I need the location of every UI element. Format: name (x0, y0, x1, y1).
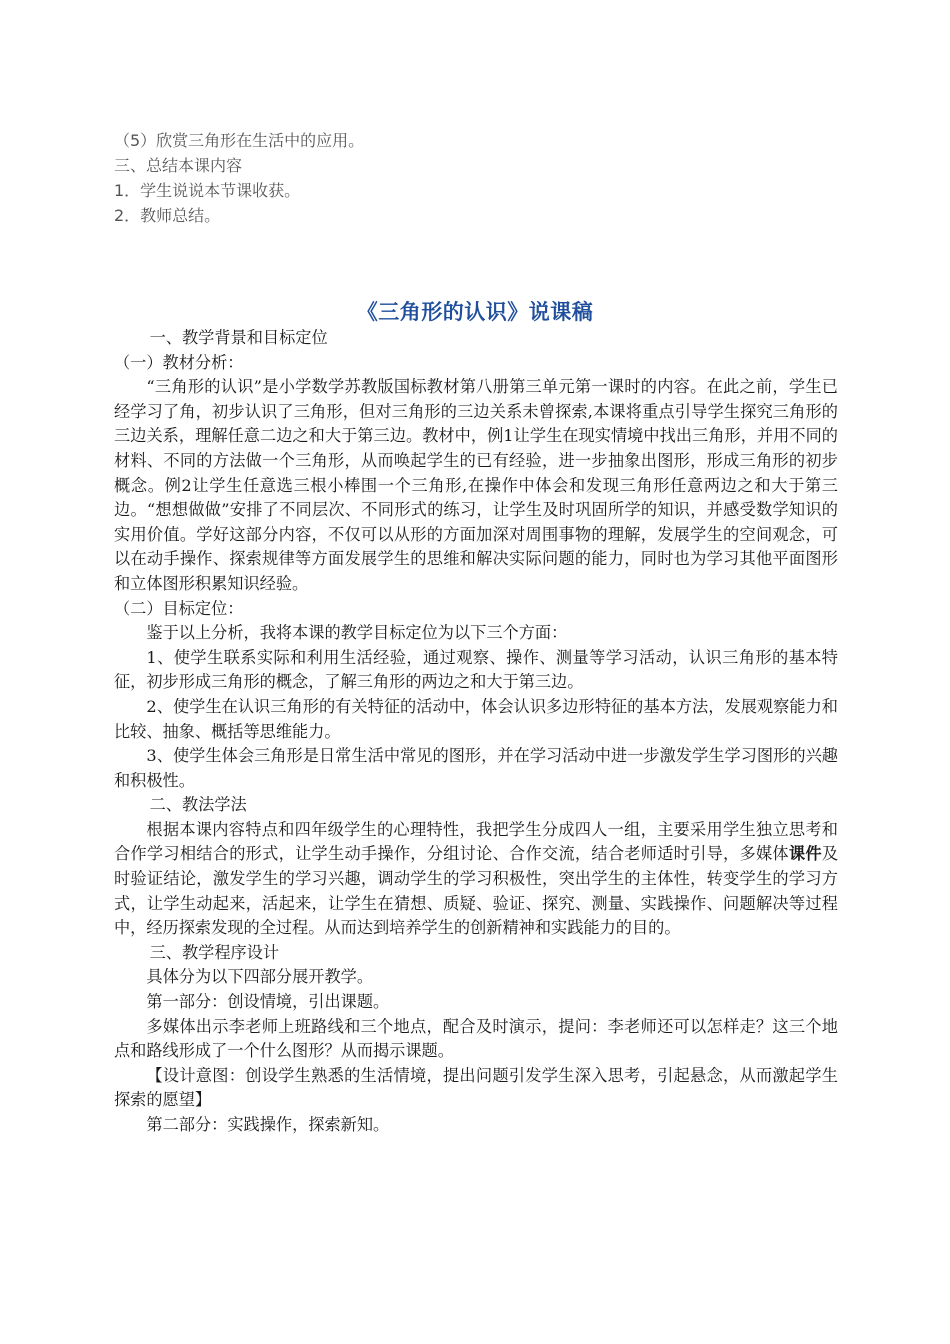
paragraph: 鉴于以上分析，我将本课的教学目标定位为以下三个方面： (146, 623, 568, 643)
design-intent-note: 【设计意图：创设学生熟悉的生活情境，提出问题引发学生深入思考，引起悬念，从而激起学生探索的愿望】 (114, 1065, 838, 1110)
previous-section-list (114, 128, 834, 228)
list-item: 1．学生说说本节课收获。 (114, 181, 301, 200)
paragraph: “三角形的认识”是小学数学苏教版国标教材第八册第三单元第一课时的内容。在此之前，学生已经学习了角，初步认识了三角形，但对三角形的三边关系未曾探索,本课将重点引导学生探究三角形的三边关系，理解任意二边之和大于第三边。教材中，例1让学生在现实情境中找出三角形，并用不同的材料、不同的方法做一个三角形，从而唤起学生的已有经验，进一步抽象出图形，形成三角形的初步概念。例2让学生任意选三根小棒围一个三角形,在操作中体会和发现三角形任意两边之和大于第三边。“想想做做”安排了不同层次、不同形式的练习，让学生及时巩固所学的知识，并感受数学知识的实用价值。学好这部分内容，不仅可以从形的方面加深对周围事物的理解，发展学生的空间观念，可以在动手操作、探索规律等方面发展学生的思维和解决实际问题的能力，同时也为学习其他平面图形和立体图形积累知识经验。 (114, 377, 838, 593)
document-body (114, 326, 838, 1138)
paragraph-text: 及时验证结论，激发学生的学习兴趣，调动学生的学习积极性，突出学生的主体性，转变学生的学习方式，让学生动起来，活起来，让学生在猜想、质疑、验证、探究、测量、实践操作、问题解决等过程中，经历探索发现的全过程。从而达到培养学生的创新精神和实践能力的目的。 (114, 844, 838, 938)
part-heading: 第一部分：创设情境，引出课题。 (146, 992, 390, 1012)
goal-item: 2、使学生在认识三角形的有关特征的活动中，体会认识多边形特征的基本方法，发展观察能力和比较、抽象、概括等思维能力。 (114, 696, 838, 741)
section-heading: 三、教学程序设计 (149, 942, 280, 962)
section-heading: 三、总结本课内容 (114, 156, 243, 175)
list-item: （5）欣赏三角形在生活中的应用。 (114, 131, 365, 150)
paragraph: 具体分为以下四部分展开教学。 (146, 967, 374, 987)
goal-item: 3、使学生体会三角形是日常生活中常见的图形，并在学习活动中进一步激发学生学习图形的兴趣和积极性。 (114, 746, 838, 790)
document-title: 《三角形的认识》说课稿 (356, 300, 594, 324)
subsection-heading: （一）教材分析： (114, 352, 244, 372)
paragraph (114, 818, 838, 941)
paragraph-text: 根据本课内容特点和四年级学生的心理特性，我把学生分成四人一组，主要采用学生独立思考和合作学习相结合的形式，让学生动手操作，分组讨论、合作交流，结合老师适时引导，多媒体 (114, 819, 838, 864)
section-heading: 一、教学背景和目标定位 (149, 328, 328, 347)
bold-keyword: 课件 (788, 844, 822, 864)
section-heading: 二、教法学法 (149, 795, 247, 815)
list-item: 2．教师总结。 (114, 206, 221, 225)
paragraph: 多媒体出示李老师上班路线和三个地点，配合及时演示，提问：李老师还可以怎样走？这三个地点和路线形成了一个什么图形？从而揭示课题。 (114, 1016, 838, 1061)
goal-item: 1、使学生联系实际和利用生活经验，通过观察、操作、测量等学习活动，认识三角形的基本特征，初步形成三角形的概念，了解三角形的两边之和大于第三边。 (114, 647, 838, 692)
subsection-heading: （二）目标定位： (114, 598, 244, 618)
part-heading: 第二部分：实践操作，探索新知。 (146, 1115, 390, 1134)
